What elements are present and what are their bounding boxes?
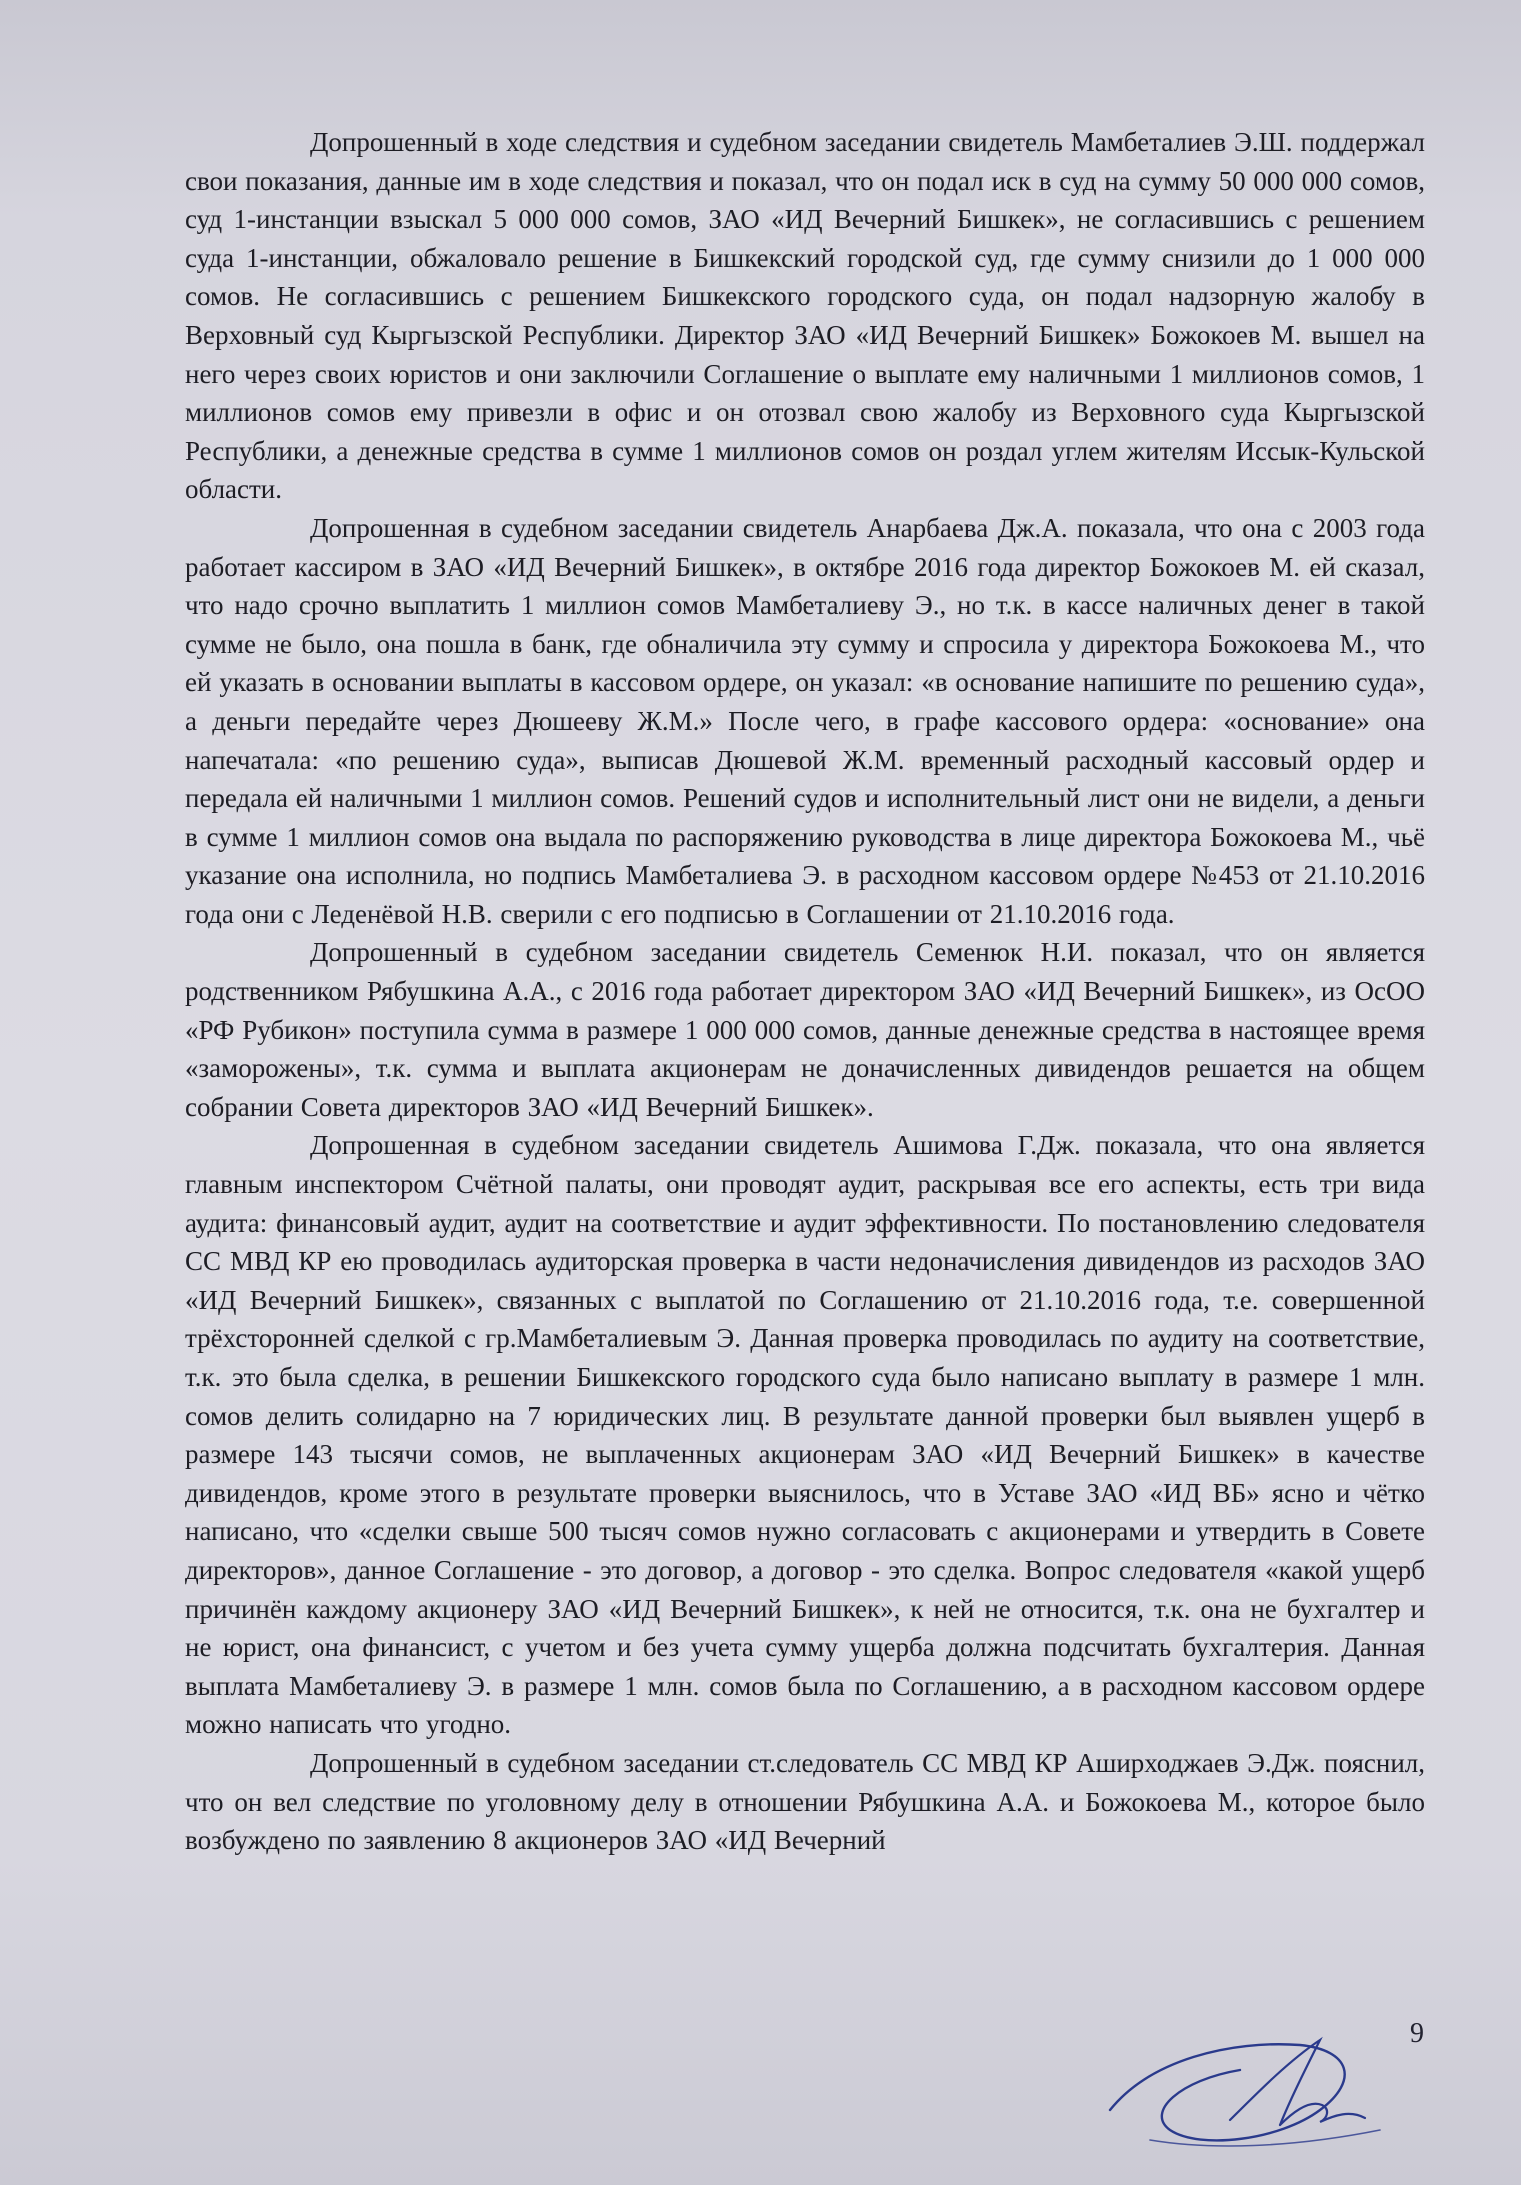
document-body <box>185 123 1425 1860</box>
handwritten-signature <box>1090 2000 1420 2165</box>
paragraph-ashirkhodzhaev-testimony: Допрошенный в судебном заседании ст.следователь СС МВД КР Аширходжаев Э.Дж. пояснил, что он вел следствие по уголовному делу в отношении Рябушкина А.А. и Божокоева М., которое было возбуждено по заявлению 8 акционеров ЗАО «ИД Вечерний <box>185 1747 1425 1856</box>
paragraph-semenyuk-testimony: Допрошенный в судебном заседании свидетель Семенюк Н.И. показал, что он является родственником Рябушкина А.А., с 2016 года работает директором ЗАО «ИД Вечерний Бишкек», из ОсОО «РФ Рубикон» поступила сумма в размере 1 000 000 сомов, данные денежные средства в настоящее время «заморожены», т.к. сумма и выплата акционерам не доначисленных дивидендов решается на общем собрании Совета директоров ЗАО «ИД Вечерний Бишкек». <box>185 937 1425 1122</box>
page-number: 9 <box>1410 2018 1424 2049</box>
paragraph-anarbaeva-testimony: Допрошенная в судебном заседании свидетель Анарбаева Дж.А. показала, что она с 2003 года работает кассиром в ЗАО «ИД Вечерний Бишкек», в октябре 2016 года директор Божокоев М. ей сказал, что надо срочно выплатить 1 миллион сомов Мамбеталиеву Э., но т.к. в кассе наличных денег в такой сумме не было, она пошла в банк, где обналичила эту сумму и спросила у директора Божокоева М., что ей указать в основании выплаты в кассовом ордере, он указал: «в основание напишите по решению суда», а деньги передайте через Дюшееву Ж.М.» После чего, в графе кассового ордера: «основание» она напечатала: «по решению суда», выписав Дюшевой Ж.М. временный расходный кассовый ордер и передала ей наличными 1 миллион сомов. Решений судов и исполнительный лист они не видели, а деньги в сумме 1 миллион сомов она выдала по распоряжению руководства в лице директора Божокоева М., чьё указание она исполнила, но подпись Мамбеталиева Э. в расходном кассовом ордере №453 от 21.10.2016 года они с Леденёвой Н.В. сверили с его подписью в Соглашении от 21.10.2016 года. <box>185 512 1425 929</box>
paragraph-mambetaliev-testimony: Допрошенный в ходе следствия и судебном заседании свидетель Мамбеталиев Э.Ш. поддержал свои показания, данные им в ходе следствия и показал, что он подал иск в суд на сумму 50 000 000 сомов, суд 1-инстанции взыскал 5 000 000 сомов, ЗАО «ИД Вечерний Бишкек», не согласившись с решением суда 1-инстанции, обжаловало решение в Бишкекский городской суд, где сумму снизили до 1 000 000 сомов. Не согласившись с решением Бишкекского городского суда, он подал надзорную жалобу в Верховный суд Кыргызской Республики. Директор ЗАО «ИД Вечерний Бишкек» Божокоев М. вышел на него через своих юристов и они заключили Соглашение о выплате ему наличными 1 миллионов сомов, 1 миллионов сомов ему привезли в офис и он отозвал свою жалобу из Верховного суда Кыргызской Республики, а денежные средства в сумме 1 миллионов сомов он роздал углем жителям Иссык-Кульской области. <box>185 127 1425 505</box>
paragraph-ashimova-testimony: Допрошенная в судебном заседании свидетель Ашимова Г.Дж. показала, что она является главным инспектором Счётной палаты, они проводят аудит, раскрывая все его аспекты, есть три вида аудита: финансовый аудит, аудит на соответствие и аудит эффективности. По постановлению следователя СС МВД КР ею проводилась аудиторская проверка в части недоначисления дивидендов из расходов ЗАО «ИД Вечерний Бишкек», связанных с выплатой по Соглашению от 21.10.2016 года, т.е. совершенной трёхсторонней сделкой с гр.Мамбеталиевым Э. Данная проверка проводилась по аудиту на соответствие, т.к. это была сделка, в решении Бишкекского городского суда было написано выплату в размере 1 млн. сомов делить солидарно на 7 юридических лиц. В результате данной проверки был выявлен ущерб в размере 143 тысячи сомов, не выплаченных акционерам ЗАО «ИД Вечерний Бишкек» в качестве дивидендов, кроме этого в результате проверки выяснилось, что в Уставе ЗАО «ИД ВБ» ясно и чётко написано, что «сделки свыше 500 тысяч сомов нужно согласовать с акционерами и утвердить в Совете директоров», данное Соглашение - это договор, а договор - это сделка. Вопрос следователя «какой ущерб причинён каждому акционеру ЗАО «ИД Вечерний Бишкек», к ней не относится, т.к. она не бухгалтер и не юрист, она финансист, с учетом и без учета сумму ущерба должна подсчитать бухгалтерия. Данная выплата Мамбеталиеву Э. в размере 1 млн. сомов была по Соглашению, а в расходном кассовом ордере можно написать что угодно. <box>185 1130 1425 1740</box>
